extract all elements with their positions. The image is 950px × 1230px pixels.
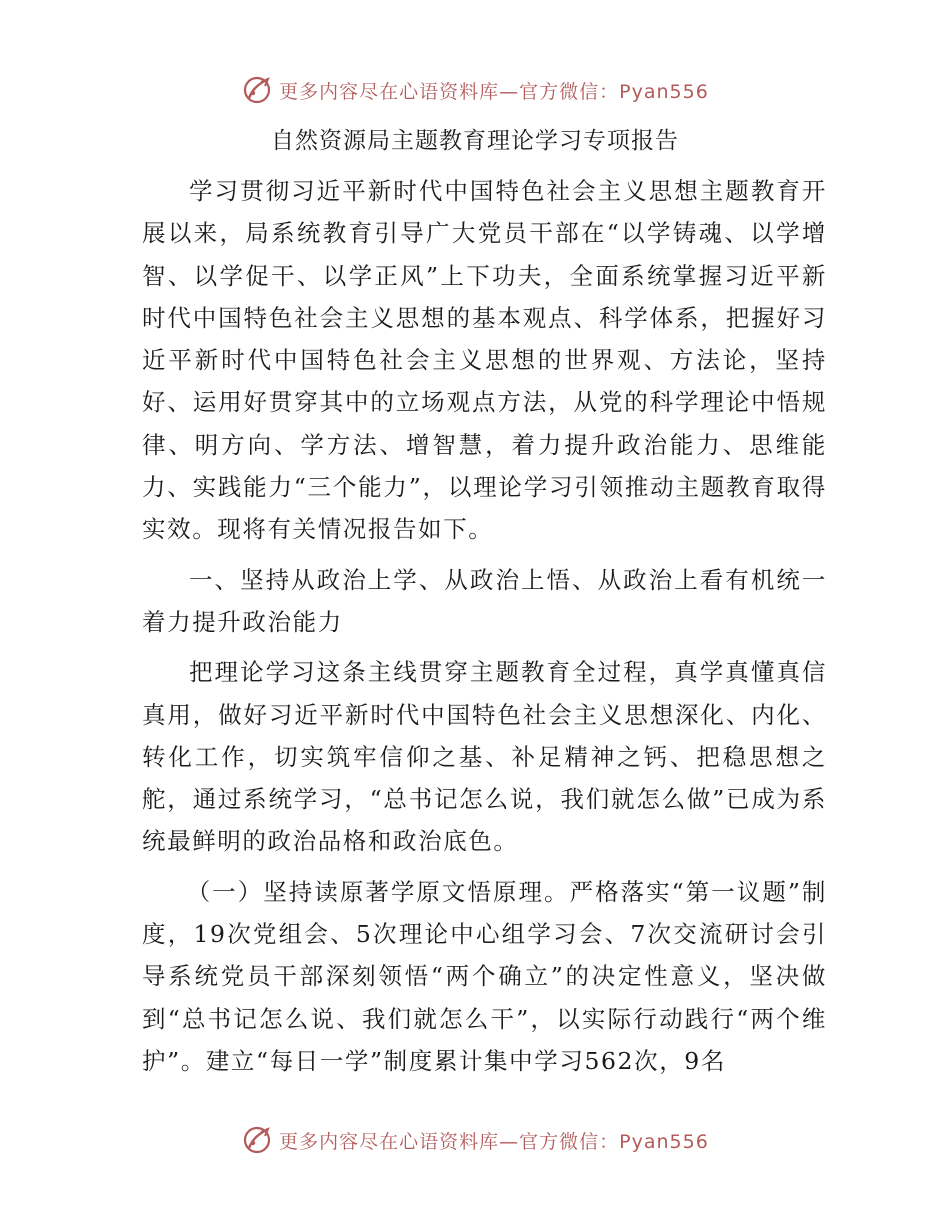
- watermark-main: 更多内容尽在心语资料库: [279, 1130, 500, 1153]
- document-body: [142, 170, 827, 1082]
- watermark-main: 更多内容尽在心语资料库: [279, 80, 500, 103]
- document-title: 自然资源局主题教育理论学习专项报告: [271, 128, 679, 154]
- watermark-separator: —: [499, 1130, 520, 1153]
- watermark-text: [279, 77, 709, 104]
- paragraph-section-1: 把理论学习这条主线贯穿主题教育全过程，真学真懂真信真用，做好习近平新时代中国特色社会主义思想深化、内化、转化工作，切实筑牢信仰之基、补足精神之钙、把稳思想之舵，通过系统学习，“总书记怎么说，我们就怎么做”已成为系统最鲜明的政治品格和政治底色。: [142, 658, 827, 856]
- watermark-footer: [0, 1120, 950, 1160]
- watermark-contact: 官方微信：Pyan556: [519, 1130, 709, 1153]
- paragraph-subsection-1: （一）坚持读原著学原文悟原理。严格落实“第一议题”制度，19次党组会、5次理论中心组学习会、7次交流研讨会引导系统党员干部深刻领悟“两个确立”的决定性意义，坚决做到“总书记怎么说、我们就怎么干”，以实际行动践行“两个维护”。建立“每日一学”制度累计集中学习562次，9名: [142, 877, 827, 1075]
- section-heading-1: 一、坚持从政治上学、从政治上悟、从政治上看有机统一着力提升政治能力: [142, 565, 827, 636]
- watermark-contact: 官方微信：Pyan556: [519, 80, 709, 103]
- logo-icon: [241, 1124, 273, 1156]
- watermark-separator: —: [499, 80, 520, 103]
- watermark-text: [279, 1127, 709, 1154]
- paragraph-intro: 学习贯彻习近平新时代中国特色社会主义思想主题教育开展以来，局系统教育引导广大党员干部在“以学铸魂、以学增智、以学促干、以学正风”上下功夫，全面系统掌握习近平新时代中国特色社会主义思想的基本观点、科学体系，把握好习近平新时代中国特色社会主义思想的世界观、方法论，坚持好、运用好贯穿其中的立场观点方法，从党的科学理论中悟规律、明方向、学方法、增智慧，着力提升政治能力、思维能力、实践能力“三个能力”，以理论学习引领推动主题教育取得实效。现将有关情况报告如下。: [142, 177, 827, 544]
- watermark-header: [0, 70, 950, 110]
- logo-icon: [241, 74, 273, 106]
